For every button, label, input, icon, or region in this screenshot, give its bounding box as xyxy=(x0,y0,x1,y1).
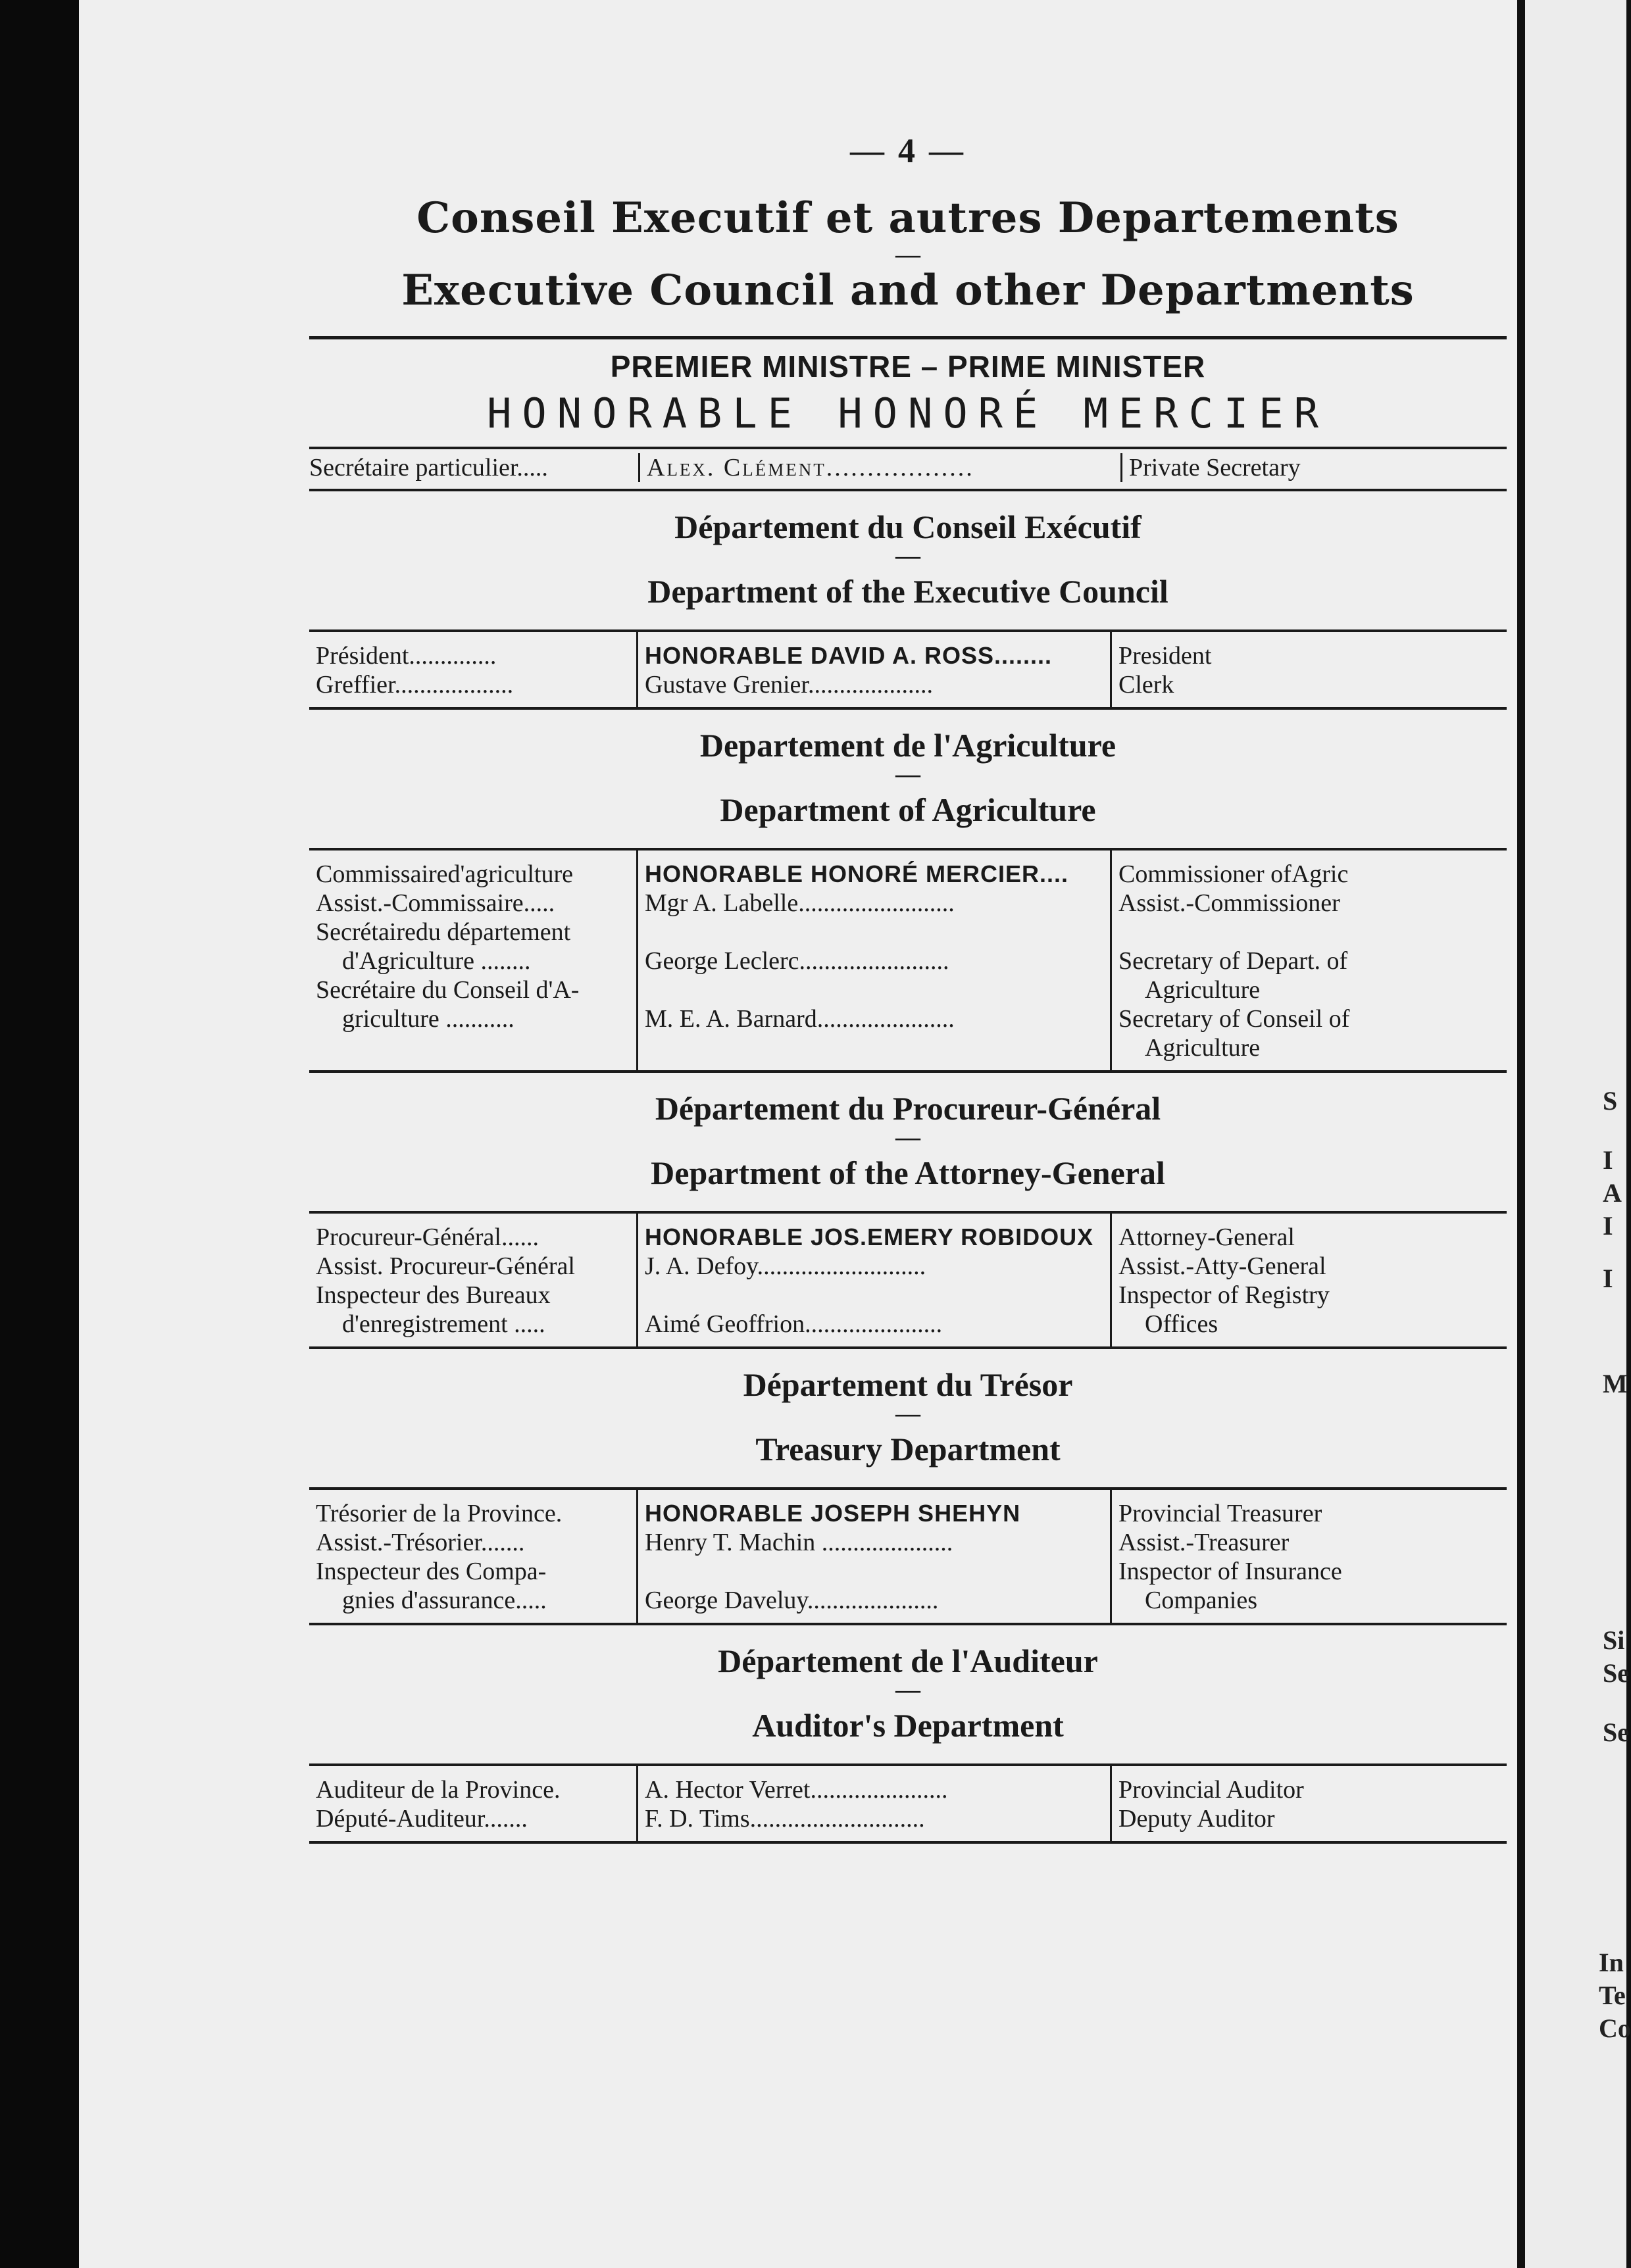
title-line: Procureur-Général...... xyxy=(316,1223,539,1251)
title-line: Secrétaire du Conseil d'A- xyxy=(316,976,580,1004)
col-french-titles xyxy=(309,1766,638,1841)
department-name-en: Department of the Executive Council xyxy=(647,573,1168,610)
title-rule xyxy=(309,336,1507,339)
col-english-titles xyxy=(1112,851,1507,1070)
department-name-fr: Departement de l'Agriculture xyxy=(699,727,1117,764)
title-line: Assist.-Treasurer xyxy=(1118,1529,1290,1556)
title-line: Assist.-Trésorier....... xyxy=(316,1529,525,1556)
adjacent-page-edge xyxy=(1525,0,1631,2268)
title-line: Assist.-Atty-General xyxy=(1118,1252,1326,1280)
department-table xyxy=(309,1211,1507,1349)
title-line: griculture ........... xyxy=(342,1005,514,1033)
title-line: d'Agriculture ........ xyxy=(342,947,531,975)
title-line: Inspecteur des Bureaux xyxy=(316,1281,551,1309)
name-line: F. D. Tims............................ xyxy=(645,1805,925,1833)
department-dash: — xyxy=(895,1676,920,1704)
page-number: — 4 — xyxy=(850,132,966,170)
col-english-titles xyxy=(1112,1214,1507,1346)
spacer xyxy=(645,975,1103,1004)
col-names xyxy=(638,1490,1112,1623)
title-french: Conseil Executif et autres Departements xyxy=(416,193,1399,243)
department-name-fr: Département du Conseil Exécutif xyxy=(674,508,1142,545)
name-line: HONORABLE JOSEPH SHEHYN xyxy=(645,1500,1021,1527)
spacer xyxy=(645,1281,1103,1310)
name-line: Aimé Geoffrion...................... xyxy=(645,1310,943,1338)
department-dash: — xyxy=(895,542,920,570)
department-dash: — xyxy=(895,1123,920,1151)
col-french-titles xyxy=(309,632,638,707)
col-english-titles xyxy=(1112,632,1507,707)
department-auditor xyxy=(309,1640,1507,1844)
title-line: Président.............. xyxy=(316,642,497,670)
private-secretary-row xyxy=(309,447,1507,491)
fragment-text: I xyxy=(1603,1145,1613,1175)
title-line: Commissioner ofAgric xyxy=(1118,860,1349,888)
fragment-text: M xyxy=(1603,1369,1628,1398)
title-line: Agriculture xyxy=(1145,976,1261,1004)
fragment-text: S xyxy=(1603,1086,1618,1116)
department-dash: — xyxy=(895,760,920,788)
name-line: Gustave Grenier.................... xyxy=(645,671,933,699)
title-line: Provincial Auditor xyxy=(1118,1776,1304,1804)
fragment-text: I xyxy=(1603,1264,1613,1293)
name-line: A. Hector Verret...................... xyxy=(645,1776,948,1804)
fragment-text: Co xyxy=(1599,2013,1631,2043)
department-table xyxy=(309,629,1507,710)
title-line: Député-Auditeur....... xyxy=(316,1805,528,1833)
title-line: gnies d'assurance..... xyxy=(342,1587,547,1614)
title-line: Attorney-General xyxy=(1118,1223,1295,1251)
title-line: Secrétairedu département xyxy=(316,918,571,946)
name-line: George Daveluy..................... xyxy=(645,1587,939,1614)
fragment-text: Se xyxy=(1603,1658,1629,1688)
col-names xyxy=(638,1214,1112,1346)
title-line: Agriculture xyxy=(1145,1034,1261,1062)
page-content xyxy=(309,132,1507,1844)
title-line: Assist.-Commissaire..... xyxy=(316,889,555,917)
spacer xyxy=(645,1557,1103,1586)
title-line: d'enregistrement ..... xyxy=(342,1310,545,1338)
department-treasury xyxy=(309,1364,1507,1625)
department-table xyxy=(309,1763,1507,1844)
department-dash: — xyxy=(895,1400,920,1427)
title-dash: — xyxy=(895,241,920,268)
department-name-en: Department of the Attorney-General xyxy=(651,1154,1165,1191)
name-line: Mgr A. Labelle......................... xyxy=(645,889,955,917)
premier-label: PREMIER MINISTRE – PRIME MINISTER xyxy=(610,349,1206,383)
secretary-label-fr: Secrétaire particulier..... xyxy=(309,453,640,482)
title-line: Auditeur de la Province. xyxy=(316,1776,561,1804)
col-french-titles xyxy=(309,1214,638,1346)
fragment-text: In xyxy=(1599,1948,1624,1977)
col-french-titles xyxy=(309,1490,638,1623)
department-table xyxy=(309,1487,1507,1625)
secretary-label-en: Private Secretary xyxy=(1129,454,1301,481)
department-name-fr: Département du Procureur-Général xyxy=(655,1090,1161,1127)
title-line: Commissaired'agriculture xyxy=(316,860,573,888)
title-line: Secretary of Depart. of xyxy=(1118,947,1348,975)
name-line: J. A. Defoy........................... xyxy=(645,1252,926,1280)
col-names xyxy=(638,851,1112,1070)
title-line: Provincial Treasurer xyxy=(1118,1500,1322,1527)
fragment-text: Te xyxy=(1599,1981,1626,2010)
department-attorney-general xyxy=(309,1087,1507,1349)
title-line: Secretary of Conseil of xyxy=(1118,1005,1350,1033)
name-line: HONORABLE HONORÉ MERCIER.... xyxy=(645,860,1069,887)
title-line: Companies xyxy=(1145,1587,1257,1614)
secretary-name: Alex. Clément.................. xyxy=(640,453,1122,482)
title-line: Inspector of Registry xyxy=(1118,1281,1330,1309)
title-line: Deputy Auditor xyxy=(1118,1805,1275,1833)
title-line: Trésorier de la Province. xyxy=(316,1500,563,1527)
fragment-text: A xyxy=(1603,1178,1622,1208)
name-line: M. E. A. Barnard...................... xyxy=(645,1005,955,1033)
title-line: President xyxy=(1118,642,1212,670)
title-english: Executive Council and other Departments xyxy=(401,266,1415,315)
col-french-titles xyxy=(309,851,638,1070)
name-line: Henry T. Machin ..................... xyxy=(645,1529,953,1556)
title-line: Inspector of Insurance xyxy=(1118,1558,1342,1585)
title-line: Assist. Procureur-Général xyxy=(316,1252,575,1280)
col-names xyxy=(638,1766,1112,1841)
department-name-en: Auditor's Department xyxy=(752,1707,1064,1744)
fragment-text: Se xyxy=(1603,1717,1629,1747)
title-line: Clerk xyxy=(1118,671,1174,699)
department-agriculture xyxy=(309,724,1507,1073)
department-name-en: Department of Agriculture xyxy=(720,791,1096,828)
document-page xyxy=(79,0,1517,2268)
title-line: Assist.-Commissioner xyxy=(1118,889,1340,917)
department-name-fr: Département du Trésor xyxy=(743,1366,1073,1403)
fragment-text: Si xyxy=(1603,1625,1625,1655)
spacer xyxy=(645,918,1103,947)
premier-name: HONORABLE HONORÉ MERCIER xyxy=(487,389,1329,437)
spacer xyxy=(1118,918,1500,947)
name-line: George Leclerc........................ xyxy=(645,947,949,975)
title-line: Offices xyxy=(1145,1310,1218,1338)
department-executive-council xyxy=(309,506,1507,710)
department-name-fr: Département de l'Auditeur xyxy=(718,1642,1098,1679)
col-names xyxy=(638,632,1112,707)
title-line: Inspecteur des Compa- xyxy=(316,1558,547,1585)
name-line: HONORABLE JOS.EMERY ROBIDOUX xyxy=(645,1223,1094,1250)
scan-border-left xyxy=(0,0,79,2268)
name-line: HONORABLE DAVID A. ROSS........ xyxy=(645,642,1053,669)
title-line: Greffier................... xyxy=(316,671,514,699)
col-english-titles xyxy=(1112,1490,1507,1623)
department-name-en: Treasury Department xyxy=(755,1431,1061,1467)
fragment-text: I xyxy=(1603,1211,1613,1241)
col-english-titles xyxy=(1112,1766,1507,1841)
department-table xyxy=(309,848,1507,1073)
